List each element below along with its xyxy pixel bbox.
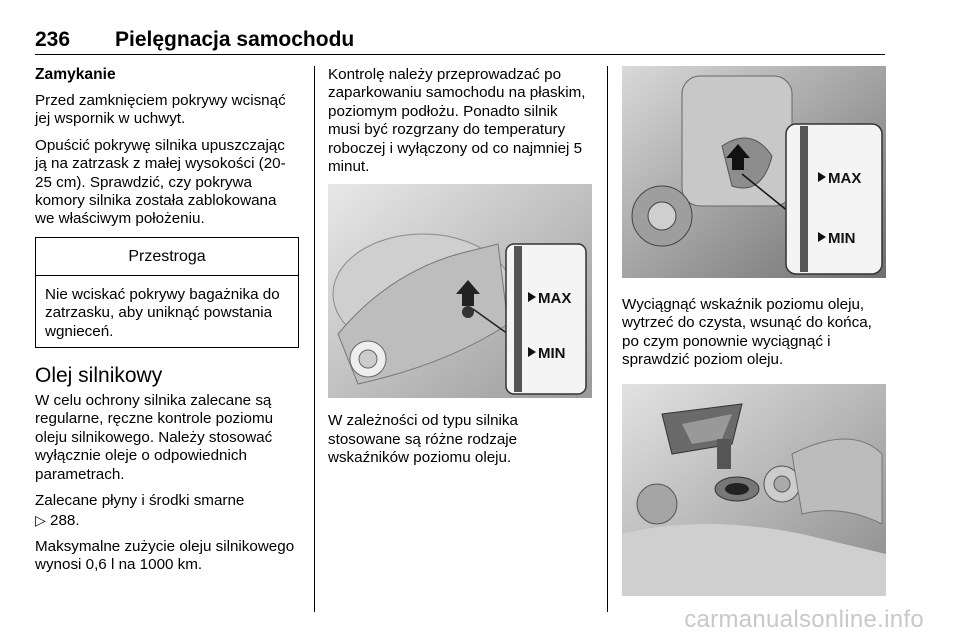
dipstick-figure-2 bbox=[622, 66, 886, 278]
min-label: MIN bbox=[538, 345, 566, 363]
section-title: Olej silnikowy bbox=[35, 364, 163, 388]
paragraph: Kontrolę należy przeprowadzać po zaparkowaniu samochodu na płaskim, poziomym podłożu. Ponadto silnik musi być rozgrzany do temperatury roboczej i wyłączony od co najmniej 5 minut. bbox=[328, 66, 586, 176]
max-label: MAX bbox=[828, 170, 862, 187]
column-right bbox=[622, 66, 887, 596]
reference-text: Zalecane płyny i środki smarne bbox=[35, 492, 245, 510]
oil-filler-illustration bbox=[622, 384, 886, 596]
paragraph: Maksymalne zużycie oleju silnikowego wynosi 0,6 l na 1000 km. bbox=[35, 537, 295, 574]
warning-box bbox=[35, 237, 299, 348]
column-divider bbox=[314, 66, 315, 612]
reference-page[interactable]: 288. bbox=[50, 511, 80, 529]
engine-dipstick-illustration bbox=[328, 184, 592, 398]
paragraph: Opuścić pokrywę silnika upuszczając ją na zatrzask z małej wysokości (20-25 cm). Sprawdzić, czy pokrywa komory silnika została zablokowana we właściwym położeniu. bbox=[35, 136, 286, 228]
page-title: Pielęgnacja samochodu bbox=[115, 28, 355, 51]
warning-title: Przestroga bbox=[36, 238, 298, 276]
column-middle bbox=[328, 66, 593, 476]
max-label: MAX bbox=[538, 290, 572, 308]
paragraph: W zależności od typu silnika stosowane są różne rodzaje wskaźników poziomu oleju. bbox=[328, 412, 518, 467]
paragraph: W celu ochrony silnika zalecane są regularne, ręczne kontrole poziomu oleju silnikowego. Należy stosować wyłącznie oleje o odpowiednich parametrach. bbox=[35, 392, 274, 483]
min-label: MIN bbox=[828, 230, 856, 247]
engine-dipstick-illustration bbox=[622, 66, 886, 278]
page-number: 236 bbox=[35, 28, 71, 51]
paragraph-reference bbox=[35, 492, 300, 530]
subheading-closing: Zamykanie bbox=[35, 66, 116, 83]
column-left bbox=[35, 66, 300, 583]
paragraph: Przed zamknięciem pokrywy wcisnąć jej wspornik w uchwyt. bbox=[35, 92, 286, 128]
warning-text: Nie wciskać pokrywy bagażnika do zatrzasku, aby uniknąć powstania wgnieceń. bbox=[45, 285, 280, 340]
watermark: carmanualsonline.info bbox=[684, 606, 924, 633]
reference-arrow-icon: ▷ bbox=[35, 511, 46, 528]
dipstick-figure-1 bbox=[328, 184, 592, 398]
column-divider bbox=[607, 66, 608, 612]
oil-check-figure bbox=[622, 384, 886, 596]
paragraph: Wyciągnąć wskaźnik poziomu oleju, wytrzeć do czysta, wsunąć do końca, po czym ponownie wyciągnąć i sprawdzić poziom oleju. bbox=[622, 296, 872, 369]
page-header bbox=[35, 26, 885, 55]
